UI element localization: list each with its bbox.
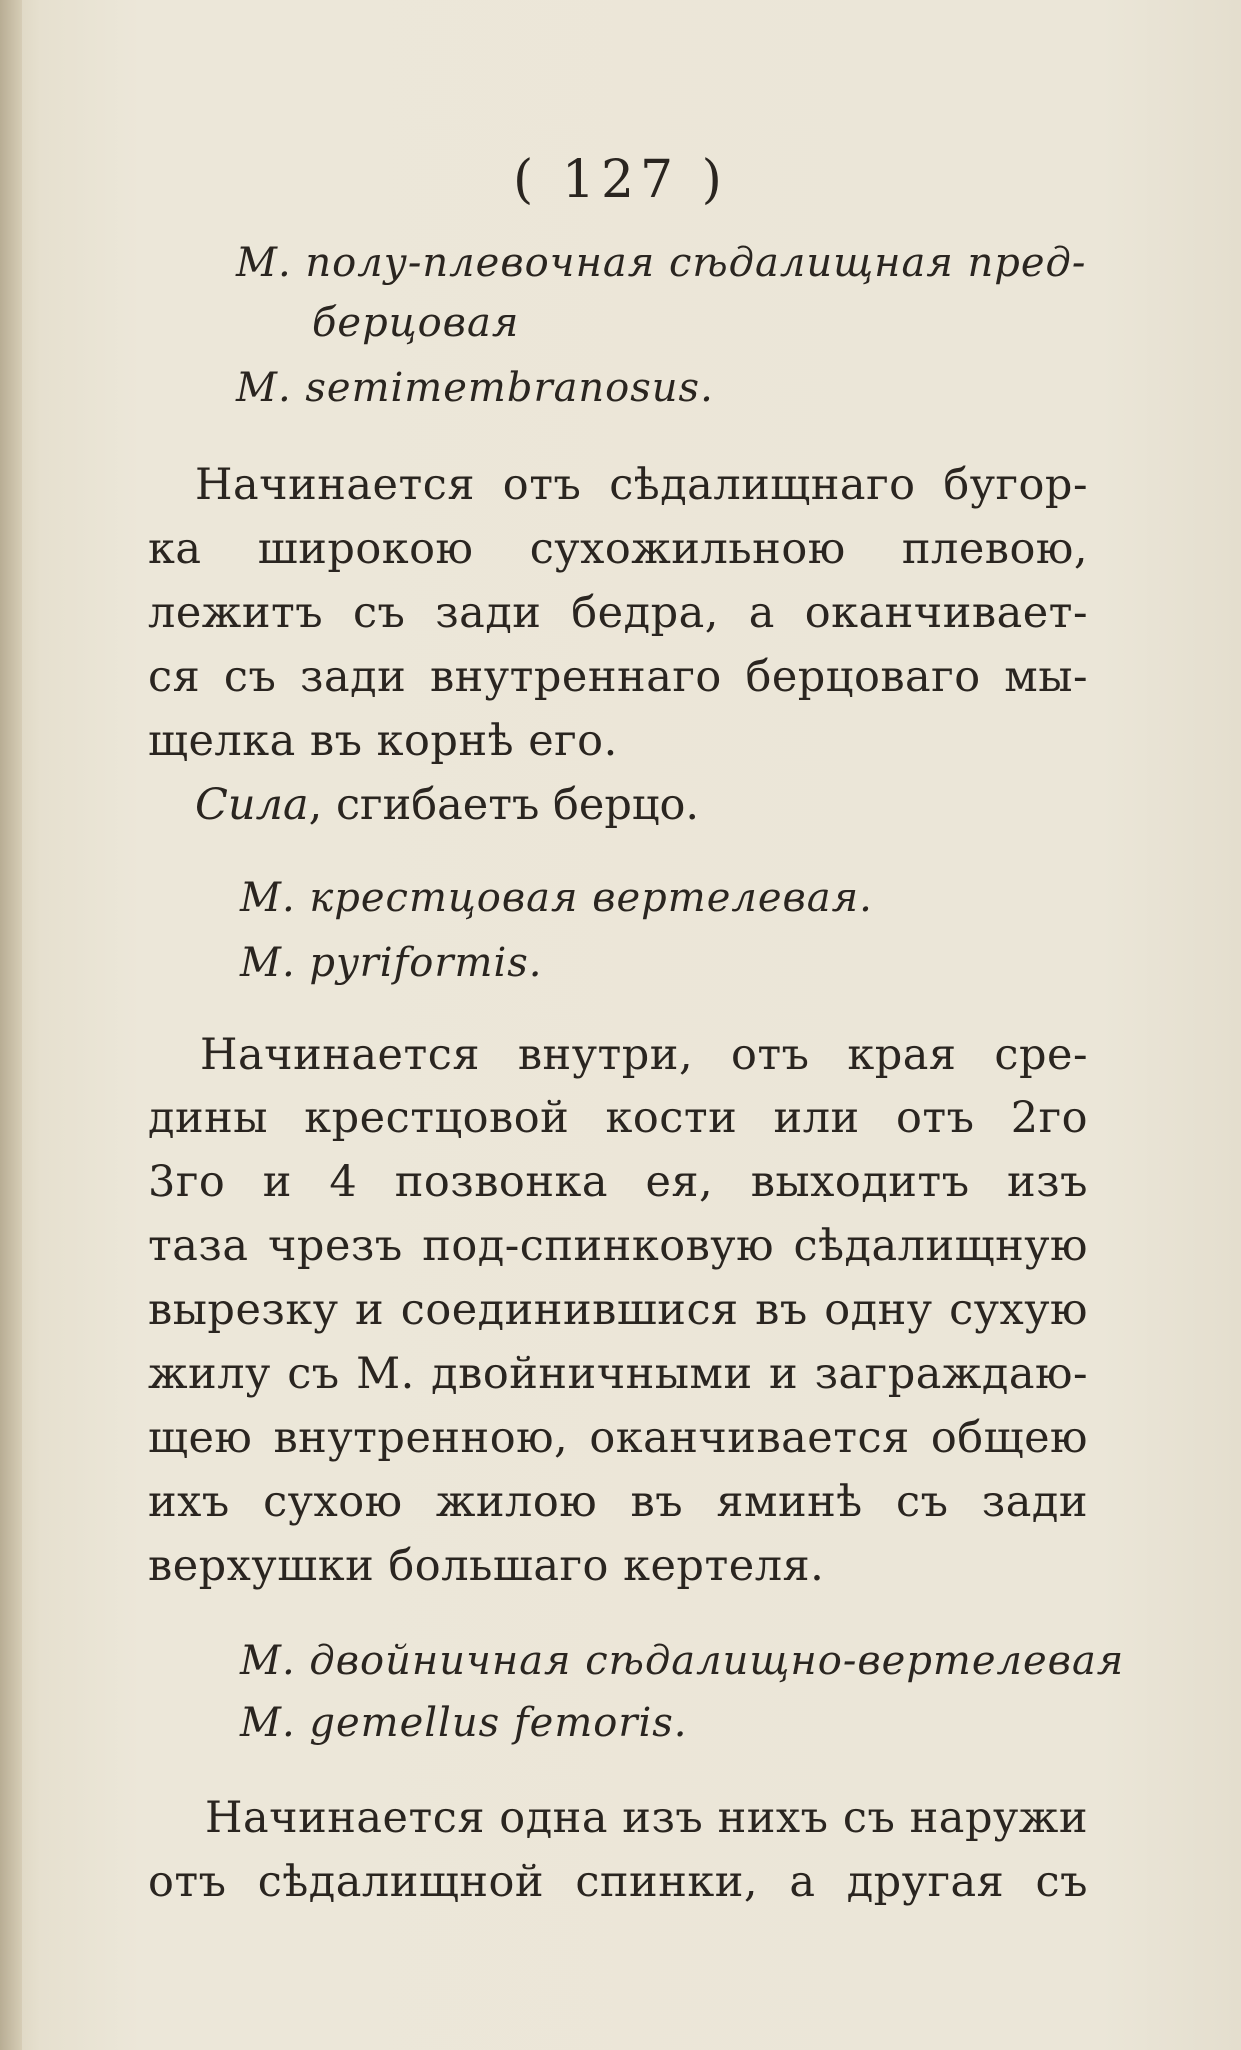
paragraph-line: лежитъ съ зади бедра, а оканчивает- <box>148 588 1088 638</box>
paragraph-line: Начинается внутри, отъ края сре- <box>200 1030 1088 1080</box>
paragraph-line: 3го и 4 позвонка ея, выходитъ изъ <box>148 1157 1088 1207</box>
paragraph-line: ка широкою сухожильною плевою, <box>148 524 1088 574</box>
paragraph-line: Начинается одна изъ нихъ съ наружи <box>205 1793 1088 1843</box>
paragraph-line: Начинается отъ сѣдалищнаго бугор- <box>195 460 1088 510</box>
paragraph-line: верхушки большаго кертеля. <box>148 1541 825 1591</box>
paragraph-line: щелка въ корнѣ его. <box>148 716 618 766</box>
muscle-title-ru: M. крестцовая вертелевая. <box>240 875 873 921</box>
paragraph-line: щею внутренною, оканчивается общею <box>148 1413 1088 1463</box>
paragraph-line: ся съ зади внутреннаго берцоваго мы- <box>148 652 1088 702</box>
force-label: Сила <box>195 780 309 830</box>
muscle-title-latin: M. pyriformis. <box>240 940 543 986</box>
spine-shadow <box>0 0 22 2050</box>
paragraph-line: отъ сѣдалищной спинки, а другая съ <box>148 1857 1088 1907</box>
paragraph-line: вырезку и соединившися въ одну сухую <box>148 1285 1088 1335</box>
muscle-title-latin: M. gemellus femoris. <box>240 1700 688 1746</box>
muscle-title-ru: M. двойничная сѣдалищно-вертелевая <box>240 1638 1125 1684</box>
muscle-title-latin: M. semimembranosus. <box>236 365 714 411</box>
page-number: ( 127 ) <box>513 150 728 210</box>
paragraph-line: жилу съ M. двойничными и заграждаю- <box>148 1349 1088 1399</box>
muscle-title-ru-continued: берцовая <box>312 300 520 346</box>
force-line <box>195 780 699 830</box>
paragraph-line: ихъ сухою жилою въ яминѣ съ зади <box>148 1477 1088 1527</box>
paragraph-line: дины крестцовой кости или отъ 2го <box>148 1093 1088 1143</box>
force-text: , сгибаетъ берцо. <box>308 780 700 830</box>
paragraph-line: таза чрезъ под-спинковую сѣдалищную <box>148 1221 1088 1271</box>
muscle-title-ru: M. полу-плевочная сѣдалищная пред- <box>236 240 1087 286</box>
